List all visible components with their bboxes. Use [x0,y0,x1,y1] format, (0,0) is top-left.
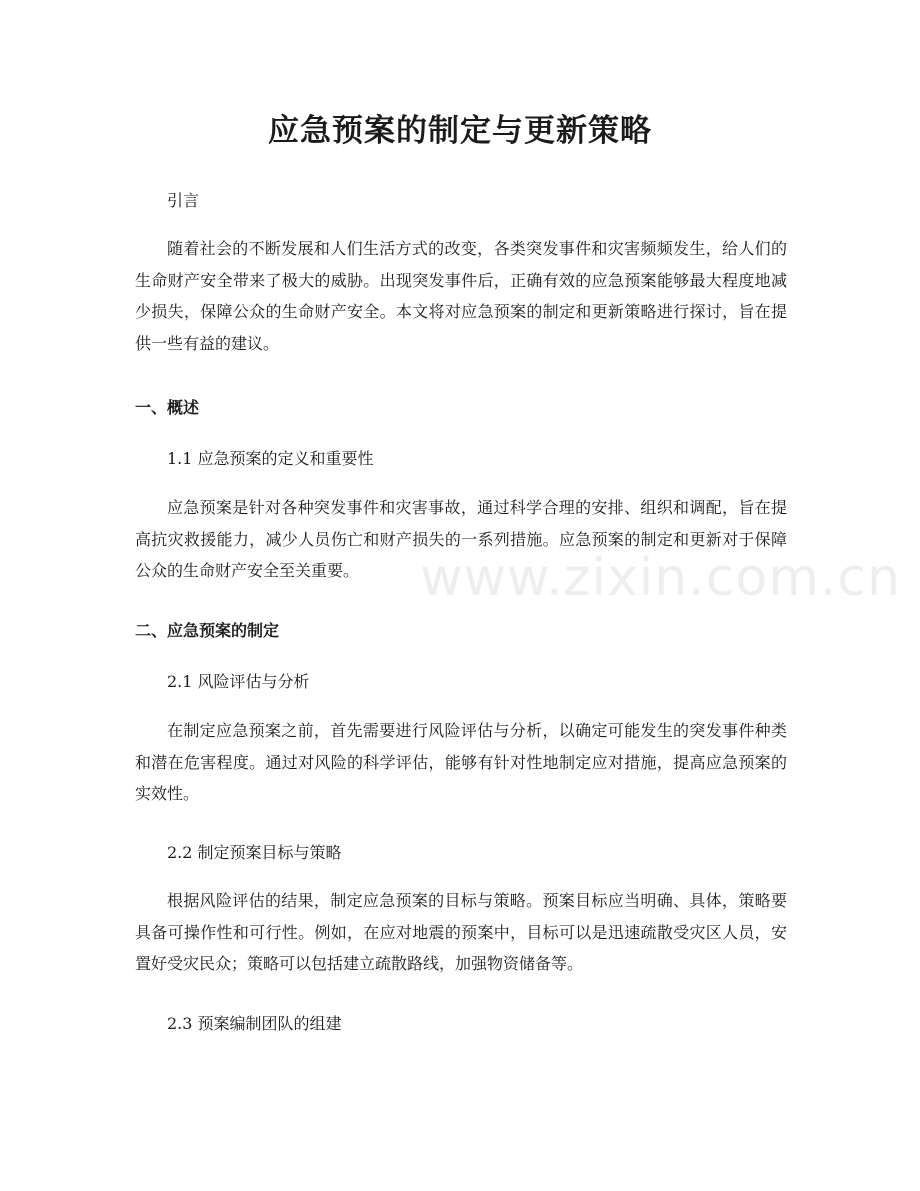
section-2-2-title: 2.2 制定预案目标与策略 [167,843,342,862]
section-2-1-paragraph: 在制定应急预案之前，首先需要进行风险评估与分析，以确定可能发生的突发事件种类和潜在危害程度。通过对风险的科学评估，能够有针对性地制定应对措施，提高应急预案的实效性。 [135,721,787,803]
section-1-1-paragraph: 应急预案是针对各种突发事件和灾害事故，通过科学合理的安排、组织和调配，旨在提高抗灾救援能力，减少人员伤亡和财产损失的一系列措施。应急预案的制定和更新对于保障公众的生命财产安全至关重要。 [135,498,787,580]
document-title: 应急预案的制定与更新策略 [268,113,652,149]
intro-paragraph: 随着社会的不断发展和人们生活方式的改变，各类突发事件和灾害频频发生，给人们的生命财产安全带来了极大的威胁。出现突发事件后，正确有效的应急预案能够最大程度地减少损失，保障公众的生命财产安全。本文将对应急预案的制定和更新策略进行探讨，旨在提供一些有益的建议。 [135,239,787,353]
section-2-heading: 二、应急预案的制定 [135,621,280,640]
watermark: www.zixin.com.cn [420,548,901,608]
section-2-2-paragraph: 根据风险评估的结果，制定应急预案的目标与策略。预案目标应当明确、具体，策略要具备可操作性和可行性。例如，在应对地震的预案中，目标可以是迅速疏散受灾区人员，安置好受灾民众；策略可以包括建立疏散路线，加强物资储备等。 [135,891,787,973]
section-2-1-title: 2.1 风险评估与分析 [167,672,310,691]
intro-label: 引言 [167,191,200,210]
section-1-1-title: 1.1 应急预案的定义和重要性 [167,449,374,468]
section-2-3-title: 2.3 预案编制团队的组建 [167,1014,342,1033]
section-1-heading: 一、概述 [135,398,200,417]
